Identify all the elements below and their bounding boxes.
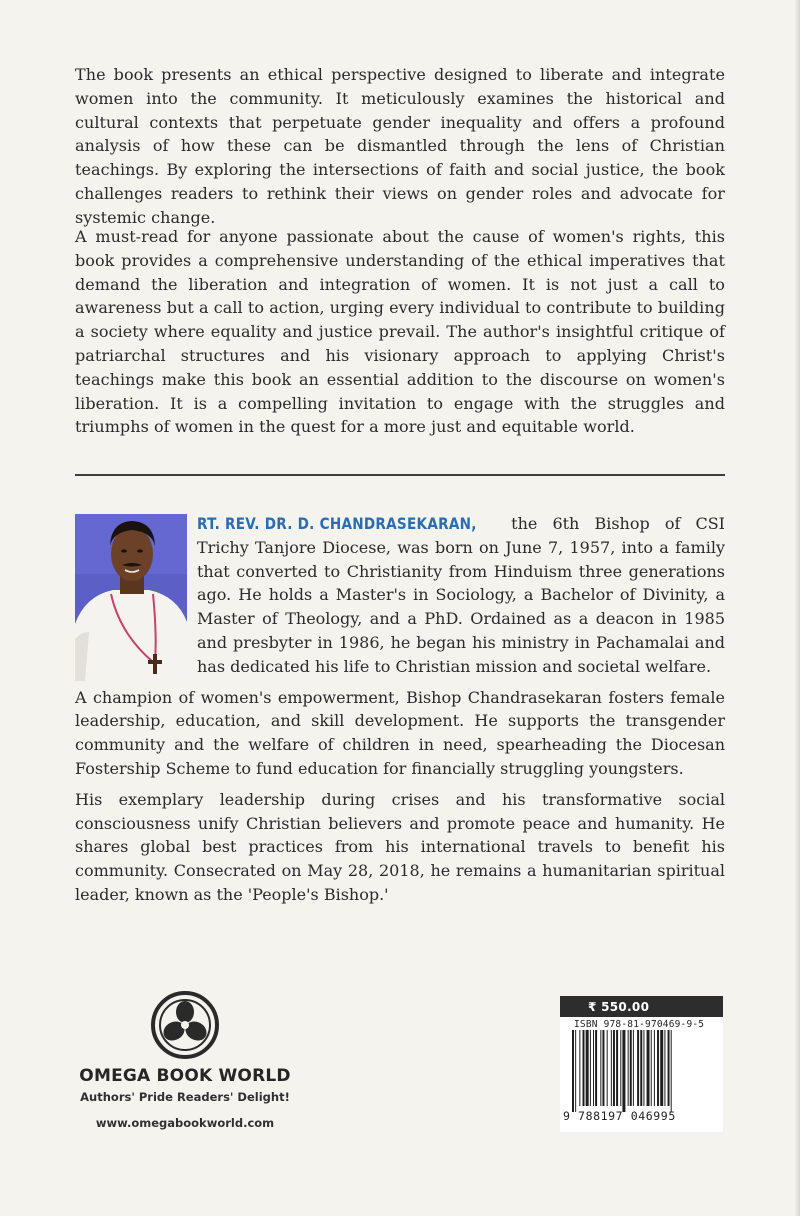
- blurb-paragraph-1: The book presents an ethical perspective designed to liberate and integrate women into the community. It meticulously examines the historical and cultural contexts that perpetuate gender inequality and offers a profound analysis of how these can be dismantled through the lens of Christian teachings. By exploring the intersections of faith and social justice, the book challenges readers to rethink their views on gender roles and advocate for systemic change.: [75, 65, 725, 227]
- barcode-stripe: [590, 1030, 591, 1106]
- barcode-stripe: [593, 1030, 594, 1106]
- barcode-stripe: [620, 1030, 621, 1106]
- barcode-stripe: [664, 1030, 665, 1106]
- barcode-stripe: [616, 1030, 618, 1106]
- isbn-text: ISBN 978-81-970469-9-5: [574, 1019, 705, 1030]
- barcode-stripe: [602, 1030, 604, 1106]
- barcode-stripe: [595, 1030, 597, 1106]
- publisher-tagline: Authors' Pride Readers' Delight!: [80, 1090, 290, 1104]
- barcode-stripe: [600, 1030, 601, 1106]
- barcode-stripe: [637, 1030, 639, 1106]
- author-bio-paragraph-2: A champion of women's empowerment, Bishop Chandrasekaran fosters female leadership, education, and skill development. He supports the transgender community and the welfare of children in need, spearheading the Diocesan Fostership Scheme to fund education for financially struggling youngsters.: [75, 687, 725, 778]
- barcode-stripe: [628, 1030, 629, 1106]
- barcode-stripe: [633, 1030, 634, 1106]
- publisher-url[interactable]: www.omegabookworld.com: [95, 1116, 275, 1130]
- barcode-stripe: [611, 1030, 612, 1106]
- author-name: RT. REV. DR. D. CHANDRASEKARAN,: [197, 514, 477, 533]
- author-bio-text-1: the 6th Bishop of CSI Trichy Tanjore Diocese, was born on June 7, 1957, into a family that converted to Christianity from Hinduism three generations ago. He holds a Master's in Sociology, a Bachelor of Divinity, a Master of Theology, and a PhD. Ordained as a deacon in 1985 and presbyter in 1986, he began his ministry in Pachamalai and has dedicated his life to Christian mission and societal welfare.: [197, 514, 725, 676]
- barcode-stripe: [630, 1030, 632, 1106]
- barcode-stripe: [660, 1030, 663, 1106]
- barcode-stripe: [586, 1030, 589, 1106]
- barcode-stripe: [640, 1030, 642, 1106]
- barcode-stripe: [583, 1030, 585, 1106]
- barcode-stripe: [579, 1030, 580, 1106]
- barcode-number: 9 788197 046995: [563, 1109, 676, 1123]
- barcode-stripe: [668, 1030, 670, 1106]
- publisher-block: [70, 990, 300, 1130]
- barcode-stripe: [643, 1030, 644, 1106]
- blurb-paragraph-2: A must-read for anyone passionate about the cause of women's rights, this book provides a comprehensive understanding of the ethical imperatives that demand the liberation and integration of women. It is not just a call to awareness but a call to action, urging every individual to contribute to building a society where equality and justice prevail. The author's insightful critique of patriarchal structures and his visionary approach to applying Christ's teachings make this book an essential addition to the discourse on women's liberation. It is a compelling invitation to engage with the struggles and triumphs of women in the quest for a more just and equitable world.: [75, 227, 725, 437]
- barcode-stripe: [622, 1030, 625, 1112]
- barcode-stripe: [607, 1030, 608, 1106]
- barcode-stripe: [654, 1030, 655, 1106]
- barcode-stripe: [657, 1030, 659, 1106]
- barcode-stripe: [651, 1030, 652, 1106]
- barcode-stripe: [572, 1030, 574, 1112]
- barcode-label: [560, 996, 723, 1132]
- page-edge: [794, 0, 800, 1216]
- omega-logo-icon: [150, 990, 220, 1060]
- barcode-stripe: [671, 1030, 672, 1112]
- author-bio-paragraph-3: His exemplary leadership during crises and his transformative social consciousness unify Christian believers and promote peace and humanity. He shares global best practices from his international travels to benefit his community. Consecrated on May 28, 2018, he remains a humanitarian spiritual leader, known as the 'People's Bishop.': [75, 789, 725, 904]
- barcode-stripe: [575, 1030, 576, 1112]
- publisher-name: OMEGA BOOK WORLD: [79, 1066, 291, 1086]
- section-divider: [75, 474, 725, 476]
- barcode-stripe: [647, 1030, 650, 1106]
- barcode-stripe: [613, 1030, 615, 1106]
- author-bio-section: [75, 512, 725, 914]
- barcode-icon: [564, 1030, 719, 1112]
- price-tag: ₹ 550.00: [560, 996, 723, 1017]
